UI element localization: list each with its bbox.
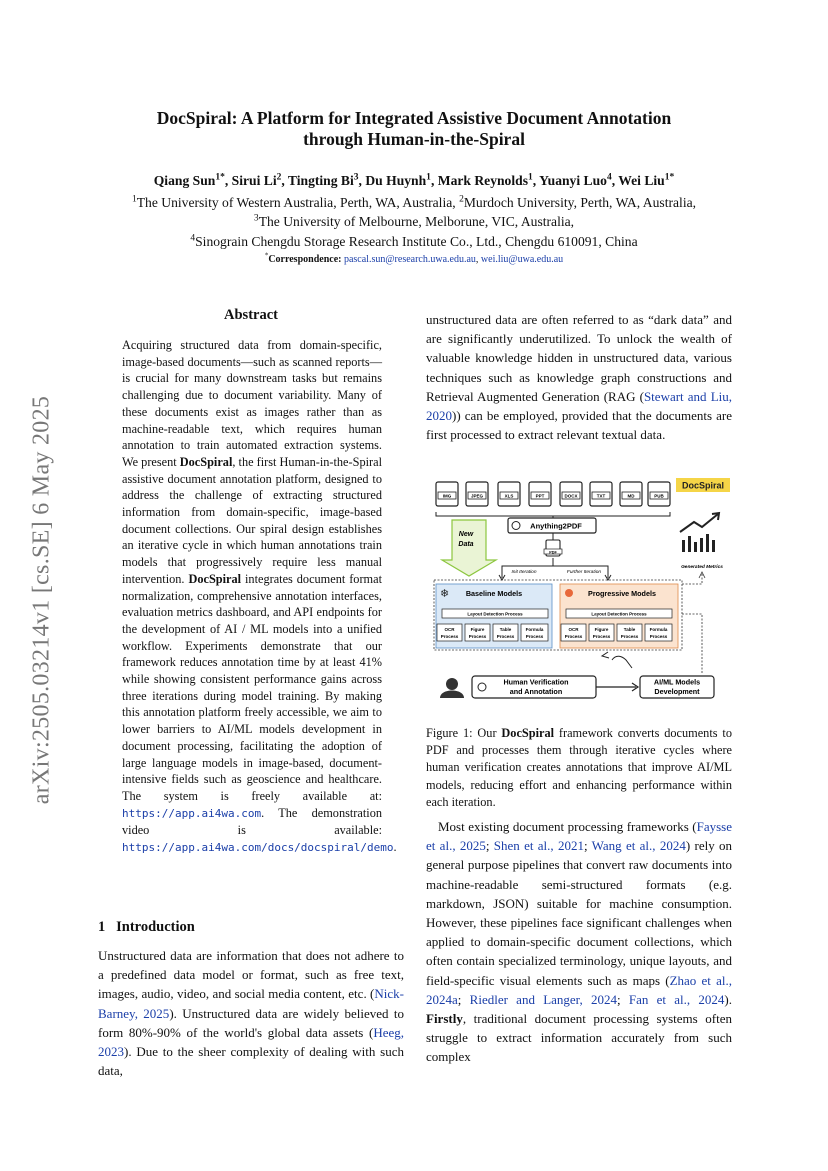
person-icon [446, 678, 458, 690]
svg-text:Table: Table [623, 627, 636, 632]
svg-text:Human Verification: Human Verification [503, 677, 569, 687]
svg-text:and Annotation: and Annotation [509, 687, 563, 696]
svg-text:Progressive Models: Progressive Models [588, 589, 656, 598]
email-link[interactable]: pascal.sun@research.uwa.edu.au [343, 254, 476, 265]
right-paragraph-bottom: Most existing document processing frameworks (Faysse et al., 2025; Shen et al., 2021; Wang et al., 2024) rely on general purpose pipelines that convert raw documents into machine-readable semi-structured formats (e.g. markdown, JSON) suitable for machine consumption. However, these pipelines face significant challenges when applied to domain-specific document collections, which often contain specialized terminology, unique layouts, and field-specific visual elements such as maps (Zhao et al., 2024a; Riedler and Langer, 2024; Fan et al., 2024). Firstly, traditional document processing systems often struggle to extract information accurately from such complex [426, 819, 733, 1065]
affiliation-line-2: $^3$The University of Melbourne, Melborune, VIC, Australia, [253, 213, 575, 229]
arxiv-stamp: arXiv:2505.03214v1 [cs.SE] 6 May 2025 [28, 395, 55, 805]
affiliation-line-3: $^4$Sinograin Chengdu Storage Research Institute Co., Ltd., Chengdu 610091, China [190, 233, 638, 249]
svg-text:Formula: Formula [525, 627, 544, 632]
file-icon [648, 482, 670, 506]
svg-text:Formula: Formula [649, 627, 668, 632]
citation-link[interactable]: Stewart and Liu, 2020 [426, 388, 732, 424]
svg-text:JPEG: JPEG [470, 493, 484, 499]
brand-label: DocSpiral [681, 480, 725, 491]
svg-text:Development: Development [654, 687, 700, 696]
citation-link[interactable]: Faysse et al., 2025 [426, 819, 732, 854]
svg-text:New: New [458, 531, 474, 538]
svg-text:Table: Table [499, 627, 512, 632]
abstract-body: Acquiring structured data from domain-specific, image-based documents—such as scanned reports—is crucial for many downstream tasks but remains challenging due to document variability. Many of these documents exist as images rather than as machine-readable text, which requires human annotation to train automated extraction systems. We present DocSpiral, the first Human-in-the-Spiral assistive document annotation platform, designed to address the challenge of extracting structured information from domain-specific, image-based document collections. Our spiral design establishes an iterative cycle in which human annotations train models that progressively require less manual intervention. DocSpiral integrates document format normalization, comprehensive annotation interfaces, evaluation metrics dashboard, and API endpoints for the development of AI / ML models into a unified workflow. Experiments demonstrate that our framework reduces annotation time by at least 41% while showing consistent performance gains across three iterations during model training. By making this annotation platform freely accessible, we aim to lower barriers to AI/ML models development in document processing, facilitating the adoption of large language models in image-based, document-intensive fields such as geoscience and healthcare. The system is freely available at: https://app.ai4wa.com. The demonstration video is available: https://app.ai4wa.com/docs/docspiral/demo. [122, 338, 397, 855]
svg-text:IMG: IMG [442, 493, 452, 499]
citation-link[interactable]: Riedler and Langer, 2024 [469, 991, 617, 1007]
file-icon [436, 482, 458, 506]
hand-cursor-icon [612, 656, 632, 668]
svg-text:Process: Process [468, 634, 487, 639]
svg-text:AI/ML Models: AI/ML Models [653, 677, 701, 687]
author: Sirui Li$^2$ [231, 172, 282, 188]
citation-link[interactable]: Fan et al., 2024 [628, 991, 725, 1007]
gear-icon [512, 522, 520, 530]
file-icon [498, 482, 520, 506]
svg-text:Layout Detection Process: Layout Detection Process [591, 611, 647, 617]
gear-icon [478, 683, 486, 691]
svg-text:Figure: Figure [594, 627, 609, 632]
svg-text:TXT: TXT [596, 493, 606, 499]
author: Mark Reynolds$^1$ [437, 172, 533, 188]
chart-icon [680, 513, 719, 552]
author: Yuanyi Luo$^4$ [539, 172, 612, 188]
figure-1-diagram [432, 474, 732, 710]
svg-text:XLS: XLS [504, 493, 514, 499]
svg-text:Further Iteration: Further Iteration [566, 570, 602, 575]
author: Du Huynh$^1$ [365, 172, 431, 188]
url-link[interactable]: https://app.ai4wa.com [122, 806, 262, 820]
svg-text:Init Iteration: Init Iteration [511, 570, 537, 575]
svg-text:Generated Metrics: Generated Metrics [681, 565, 723, 570]
author: Wei Liu$^{1*}$ [618, 172, 675, 188]
svg-text:Data: Data [458, 541, 474, 548]
svg-text:PPT: PPT [535, 493, 545, 499]
affiliation-line-1: $^1$The University of Western Australia, Perth, WA, Australia, $^2$Murdoch University, Perth, WA, Australia, [131, 194, 697, 210]
svg-text:Process: Process [496, 634, 515, 639]
paper-title: DocSpiral: A Platform for Integrated Assistive Document Annotation through Human-in-the-Spiral [156, 108, 672, 149]
correspondence: *Correspondence: pascal.sun@research.uwa.edu.au, wei.liu@uwa.edu.au [264, 251, 564, 265]
citation-link[interactable]: Heeg, 2023 [98, 1024, 404, 1060]
citation-link[interactable]: Shen et al., 2021 [493, 838, 584, 854]
new-data-arrow [442, 520, 496, 576]
file-icon [466, 482, 488, 506]
svg-text:PUB: PUB [654, 493, 664, 499]
intro-paragraph: Unstructured data are information that does not adhere to a predefined data model or format, such as free text, images, audio, video, and social media content, etc. (Nick-Barney, 2025). Unstructured data are widely believed to form 80%-90% of the world's global data assets (Heeg, 2023). Due to the sheer complexity of dealing with such data, [98, 948, 404, 1079]
file-icon [590, 482, 612, 506]
svg-text:PDF: PDF [549, 550, 557, 555]
citation-link[interactable]: Zhao et al., 2024a [426, 972, 732, 1007]
svg-text:Process: Process [564, 634, 583, 639]
svg-text:Process: Process [620, 634, 639, 639]
right-paragraph-top: unstructured data are often referred to as “dark data” and are significantly underutilized. To unlock the wealth of valuable knowledge hidden in unstructured data, various techniques such as knowledge graph constructions and Retrieval Augmented Generation (RAG (Stewart and Liu, 2020)) can be employed, provided that the documents are first processed to extract relevant textual data. [426, 312, 732, 443]
svg-text:OCR: OCR [444, 627, 455, 632]
citation-link[interactable]: Nick-Barney, 2025 [98, 986, 404, 1021]
svg-text:DOCX: DOCX [564, 493, 578, 499]
svg-text:MD: MD [627, 493, 635, 499]
svg-text:Process: Process [592, 634, 611, 639]
file-icon [620, 482, 642, 506]
svg-text:OCR: OCR [568, 627, 579, 632]
author: Tingting Bi$^3$ [287, 172, 359, 188]
svg-text:Baseline Models: Baseline Models [465, 589, 523, 598]
format-icons [436, 482, 670, 506]
flame-icon [565, 589, 573, 597]
svg-text:Process: Process [649, 634, 668, 639]
svg-text:Figure: Figure [470, 627, 485, 632]
author: Qiang Sun$^{1*}$ [153, 172, 225, 188]
svg-text:Layout Detection Process: Layout Detection Process [467, 611, 523, 617]
snowflake-icon: ❄ [440, 588, 450, 600]
figure-caption: Figure 1: Our DocSpiral framework converts documents to PDF and processes them through iterative cycles where human verification creates annotations that improve AI/ML models, reducing effort and enhancing performance within each iteration. [426, 726, 732, 809]
email-link[interactable]: wei.liu@uwa.edu.au [480, 254, 564, 265]
section-heading: 1 Introduction [98, 919, 195, 935]
file-icon [560, 482, 582, 506]
url-link[interactable]: https://app.ai4wa.com/docs/docspiral/demo [122, 841, 394, 855]
svg-text:Anything2PDF: Anything2PDF [530, 521, 582, 531]
citation-link[interactable]: Wang et al., 2024 [591, 838, 686, 854]
svg-text:Process: Process [525, 634, 544, 639]
svg-text:Process: Process [440, 634, 459, 639]
abstract-heading: Abstract [224, 307, 278, 323]
author-list: Qiang Sun$^{1*}$, Sirui Li$^2$, Tingting Bi$^3$, Du Huynh$^1$, Mark Reynolds$^1$, Yuanyi Luo$^4$, Wei Liu$^{1*}$ [153, 172, 675, 188]
file-icon [529, 482, 551, 506]
